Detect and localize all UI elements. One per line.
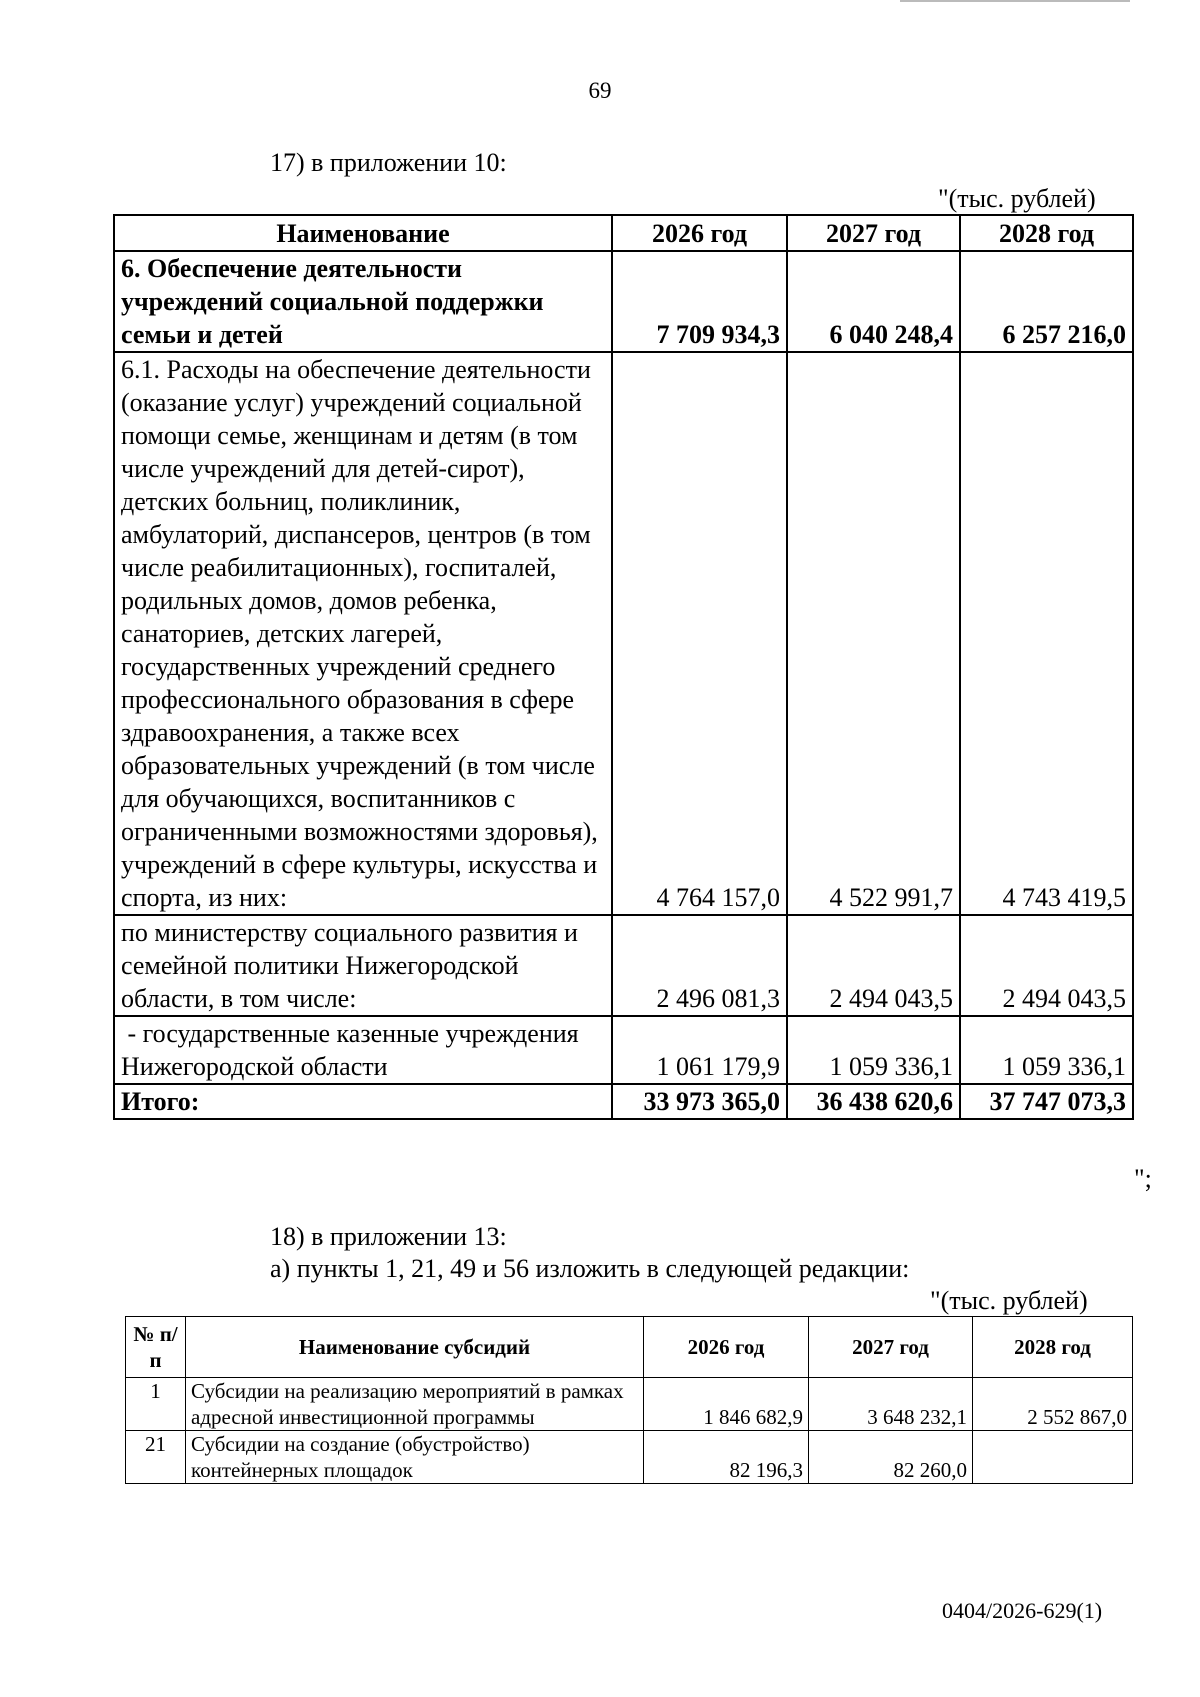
row-value-2028: 6 257 216,0 bbox=[960, 251, 1133, 352]
col-header-2026: 2026 год bbox=[644, 1317, 809, 1378]
closing-quote-mark: "; bbox=[1134, 1164, 1152, 1193]
row-name: - государственные казенные учреждения Нижегородской области bbox=[114, 1016, 612, 1084]
row-value-2026: 1 061 179,9 bbox=[612, 1016, 787, 1084]
table-row bbox=[126, 1431, 1133, 1484]
col-header-number: № п/п bbox=[126, 1317, 186, 1378]
section-17-unit-note: "(тыс. рублей) bbox=[938, 184, 1096, 213]
table-row bbox=[126, 1378, 1133, 1431]
top-edge-rule bbox=[900, 0, 1130, 2]
row-number: 21 bbox=[126, 1431, 186, 1484]
row-value-2027: 3 648 232,1 bbox=[809, 1378, 973, 1431]
row-number: 1 bbox=[126, 1378, 186, 1431]
row-name: по министерству социального развития и семейной политики Нижегородской области, в том числе: bbox=[114, 915, 612, 1016]
row-name: 6. Обеспечение деятельности учреждений социальной поддержки семьи и детей bbox=[114, 251, 612, 352]
row-value-2026: 1 846 682,9 bbox=[644, 1378, 809, 1431]
col-header-2026: 2026 год bbox=[612, 215, 787, 251]
col-header-2028: 2028 год bbox=[973, 1317, 1133, 1378]
row-value-2027: 82 260,0 bbox=[809, 1431, 973, 1484]
row-name: Субсидии на реализацию мероприятий в рамках адресной инвестиционной программы bbox=[186, 1378, 644, 1431]
total-value-2028: 37 747 073,3 bbox=[960, 1084, 1133, 1119]
row-value-2027: 1 059 336,1 bbox=[787, 1016, 960, 1084]
total-label: Итого: bbox=[114, 1084, 612, 1119]
section-18-heading: 18) в приложении 13: bbox=[270, 1222, 507, 1251]
total-value-2026: 33 973 365,0 bbox=[612, 1084, 787, 1119]
appendix-10-table bbox=[113, 214, 1134, 1120]
row-value-2027: 6 040 248,4 bbox=[787, 251, 960, 352]
col-header-2028: 2028 год bbox=[960, 215, 1133, 251]
page-number: 69 bbox=[588, 78, 612, 103]
table-row bbox=[114, 251, 1133, 352]
table-row bbox=[114, 352, 1133, 915]
section-18-subheading: а) пункты 1, 21, 49 и 56 изложить в следующей редакции: bbox=[270, 1254, 910, 1283]
total-value-2027: 36 438 620,6 bbox=[787, 1084, 960, 1119]
row-value-2026: 82 196,3 bbox=[644, 1431, 809, 1484]
row-value-2027: 2 494 043,5 bbox=[787, 915, 960, 1016]
row-value-2028: 2 552 867,0 bbox=[973, 1378, 1133, 1431]
appendix-13-table bbox=[125, 1316, 1133, 1484]
table-header-row bbox=[114, 215, 1133, 251]
col-header-2027: 2027 год bbox=[787, 215, 960, 251]
section-18-unit-note: "(тыс. рублей) bbox=[930, 1286, 1088, 1315]
row-value-2026: 4 764 157,0 bbox=[612, 352, 787, 915]
table-row bbox=[114, 915, 1133, 1016]
document-code: 0404/2026-629(1) bbox=[942, 1598, 1103, 1623]
col-header-subsidy-name: Наименование субсидий bbox=[186, 1317, 644, 1378]
row-value-2027: 4 522 991,7 bbox=[787, 352, 960, 915]
col-header-2027: 2027 год bbox=[809, 1317, 973, 1378]
section-17-heading: 17) в приложении 10: bbox=[270, 148, 507, 177]
row-value-2028: 1 059 336,1 bbox=[960, 1016, 1133, 1084]
row-name: 6.1. Расходы на обеспечение деятельности (оказание услуг) учреждений социальной помощи семье, женщинам и детям (в том числе учреждений для детей-сирот), детских больниц, поликлиник, амбулаторий, диспансеров, центров (в том числе реабилитационных), госпиталей, родильных домов, домов ребенка, санаториев, детских лагерей, государственных учреждений среднего профессионального образования в сфере здравоохранения, а также всех образовательных учреждений (в том числе для обучающихся, воспитанников с ограниченными возможностями здоровья), учреждений в сфере культуры, искусства и спорта, из них: bbox=[114, 352, 612, 915]
row-value-2026: 2 496 081,3 bbox=[612, 915, 787, 1016]
total-row bbox=[114, 1084, 1133, 1119]
table-row bbox=[114, 1016, 1133, 1084]
row-value-2028: 2 494 043,5 bbox=[960, 915, 1133, 1016]
row-value-2028: 4 743 419,5 bbox=[960, 352, 1133, 915]
col-header-name: Наименование bbox=[114, 215, 612, 251]
row-value-2028 bbox=[973, 1431, 1133, 1484]
row-name: Субсидии на создание (обустройство) контейнерных площадок bbox=[186, 1431, 644, 1484]
table-header-row bbox=[126, 1317, 1133, 1378]
row-value-2026: 7 709 934,3 bbox=[612, 251, 787, 352]
